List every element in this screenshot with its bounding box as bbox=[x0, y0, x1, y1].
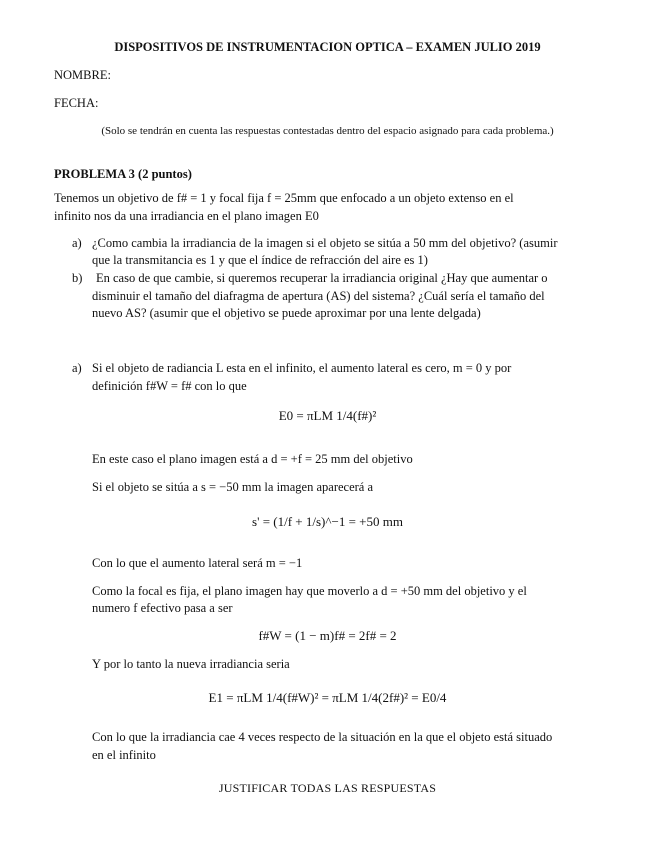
answer-line-5: Con lo que el aumento lateral será m = −1 bbox=[92, 556, 303, 570]
answer-a-marker: a) bbox=[72, 361, 82, 375]
question-b-line-2: disminuir el tamaño del diafragma de apertura (AS) del sistema? ¿Cuál sería el tamaño del bbox=[92, 289, 545, 303]
footer-instruction: JUSTIFICAR TODAS LAS RESPUESTAS bbox=[218, 781, 437, 795]
name-label: NOMBRE: bbox=[54, 68, 111, 82]
equation-image-distance: s' = (1/f + 1/s)^−1 = +50 mm bbox=[252, 514, 403, 529]
problem-intro-line-1: Tenemos un objetivo de f# = 1 y focal fija f = 25mm que enfocado a un objeto extenso en el bbox=[54, 191, 514, 205]
question-a-marker: a) bbox=[72, 236, 82, 250]
answer-line-8: Y por lo tanto la nueva irradiancia seria bbox=[92, 657, 290, 671]
answer-line-9: Con lo que la irradiancia cae 4 veces respecto de la situación en la que el objeto está situado bbox=[92, 730, 553, 744]
answer-line-1: Si el objeto de radiancia L esta en el infinito, el aumento lateral es cero, m = 0 y por bbox=[92, 361, 512, 375]
answer-line-6: Como la focal es fija, el plano imagen hay que moverlo a d = +50 mm del objetivo y el bbox=[92, 584, 527, 598]
answer-line-2: definición f#W = f# con lo que bbox=[92, 379, 247, 393]
date-label: FECHA: bbox=[54, 96, 99, 110]
instructions-note: (Solo se tendrán en cuenta las respuestas contestadas dentro del espacio asignado para cada problema.) bbox=[101, 125, 554, 137]
question-a-line-1: ¿Como cambia la irradiancia de la imagen si el objeto se sitúa a 50 mm del objetivo? (asumir bbox=[92, 236, 558, 250]
question-b-marker: b) bbox=[72, 271, 83, 285]
equation-e1: E1 = πLM 1/4(f#W)² = πLM 1/4(2f#)² = E0/4 bbox=[208, 690, 447, 705]
question-b-line-3: nuevo AS? (asumir que el objetivo se puede aproximar por una lente delgada) bbox=[92, 306, 481, 320]
question-a-line-2: que la transmitancia es 1 y que el índice de refracción del aire es 1) bbox=[92, 253, 428, 267]
answer-line-10: en el infinito bbox=[92, 748, 156, 762]
equation-e0: E0 = πLM 1/4(f#)² bbox=[278, 408, 377, 423]
equation-effective-fnumber: f#W = (1 − m)f# = 2f# = 2 bbox=[258, 628, 397, 643]
answer-line-3: En este caso el plano imagen está a d = +f = 25 mm del objetivo bbox=[92, 452, 413, 466]
answer-line-7: numero f efectivo pasa a ser bbox=[92, 601, 233, 615]
exam-title: DISPOSITIVOS DE INSTRUMENTACION OPTICA – EXAMEN JULIO 2019 bbox=[114, 40, 541, 54]
problem-intro-line-2: infinito nos da una irradiancia en el plano imagen E0 bbox=[54, 209, 319, 223]
answer-line-4: Si el objeto se sitúa a s = −50 mm la imagen aparecerá a bbox=[92, 480, 374, 494]
question-b-line-1: En caso de que cambie, si queremos recuperar la irradiancia original ¿Hay que aumentar o bbox=[96, 271, 548, 285]
problem-heading: PROBLEMA 3 (2 puntos) bbox=[54, 167, 192, 181]
